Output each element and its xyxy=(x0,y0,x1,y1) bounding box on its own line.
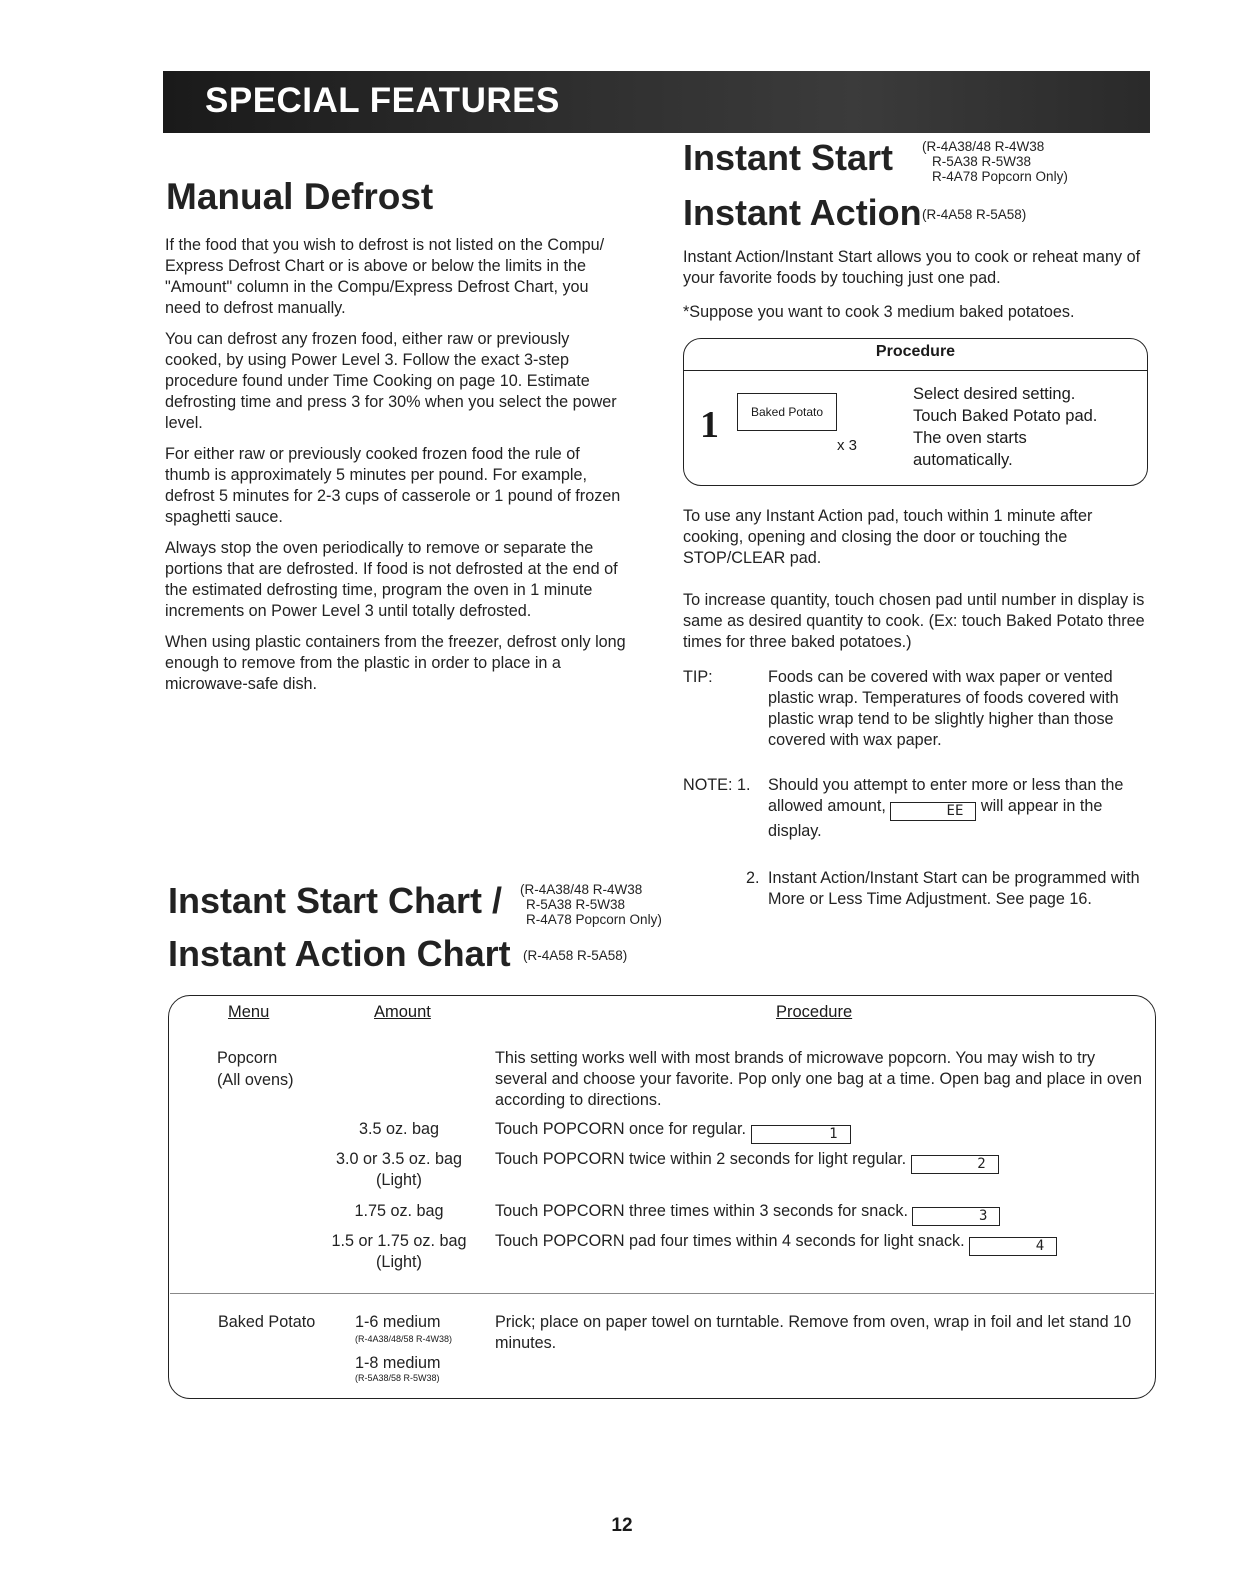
paragraph: Always stop the oven periodically to remove or separate the portions that are defrosted. If food is not defrosted at the end of the estimated defrosting time, program the oven in 1 minute increments on Power Level 3 until totally defrosted. xyxy=(165,539,618,620)
chart-title-action: Instant Action Chart xyxy=(168,933,511,974)
procedure-cell xyxy=(495,1149,999,1174)
multiplier: x 3 xyxy=(837,437,858,454)
note-1-text-after: will appear in the display. xyxy=(768,797,1103,840)
amount-cell-sub: (Light) xyxy=(376,1253,422,1271)
step-line: Touch Baked Potato pad. xyxy=(913,407,1098,425)
note-label: NOTE: 1. xyxy=(683,776,751,794)
note-1 xyxy=(768,775,1150,842)
amount-cell: 3.0 or 3.5 oz. bag xyxy=(336,1150,462,1168)
amount-cell: 1.75 oz. bag xyxy=(354,1202,444,1220)
row-divider xyxy=(170,1293,1154,1294)
tip-text: Foods can be covered with wax paper or vented plastic wrap. Temperatures of foods covered with plastic wrap tend to be slightly higher than those covered with wax paper. xyxy=(768,668,1119,749)
procedure-header: Procedure xyxy=(875,343,956,360)
chart-start-models xyxy=(520,882,662,927)
step-description xyxy=(913,383,1138,471)
instant-start-models xyxy=(922,139,1068,184)
paragraph: When using plastic containers from the freezer, defrost only long enough to remove from the plastic in order to place in a microwave-safe dish. xyxy=(165,633,626,693)
instant-action-models: (R-4A58 R-5A58) xyxy=(922,207,1027,222)
paragraph: If the food that you wish to defrost is not listed on the Compu/ Express Defrost Chart or is above or below the limits in the "Amount" column in the Compu/Express Defrost Chart, you need to defrost manually. xyxy=(165,236,605,317)
step-line: automatically. xyxy=(913,451,1013,469)
procedure-cell xyxy=(495,1201,1000,1226)
procedure-box xyxy=(683,338,1148,486)
model-line: (R-4A38/48 R-4W38 xyxy=(922,139,1045,154)
paragraph: For either raw or previously cooked frozen food the rule of thumb is approximately 5 minutes per pound. For example, defrost 5 minutes for 2-3 cups of casserole or 1 pound of frozen spaghetti sauce. xyxy=(165,445,621,526)
procedure-cell xyxy=(495,1119,851,1144)
menu-popcorn-sub: (All ovens) xyxy=(217,1071,294,1089)
display-readout: 2 xyxy=(911,1155,999,1174)
amount-models: (R-4A38/48/58 R-4W38) xyxy=(355,1334,453,1344)
manual-defrost-title: Manual Defrost xyxy=(166,176,434,217)
amount-cell: 1-8 medium xyxy=(355,1354,441,1372)
banner-title: SPECIAL FEATURES xyxy=(205,81,560,120)
column-header-procedure: Procedure xyxy=(776,1003,853,1021)
procedure-text: Touch POPCORN three times within 3 seconds for snack. xyxy=(495,1202,908,1220)
note-2: Instant Action/Instant Start can be programmed with More or Less Time Adjustment. See page 16. xyxy=(768,869,1140,908)
page-number: 12 xyxy=(611,1515,633,1536)
step-line: Select desired setting. xyxy=(913,385,1076,403)
model-line: R-5A38 R-5W38 xyxy=(932,154,1032,169)
instant-intro: Instant Action/Instant Start allows you to cook or reheat many of your favorite foods by touching just one pad. xyxy=(683,248,1141,287)
procedure-text: Touch POPCORN twice within 2 seconds for light regular. xyxy=(495,1150,907,1168)
model-line: (R-4A38/48 R-4W38 xyxy=(520,882,643,897)
popcorn-intro: This setting works well with most brands of microwave popcorn. You may wish to try several and choose your favorite. Pop only one bag at a time. Open bag and place in oven according to directions. xyxy=(495,1049,1143,1109)
display-ee: EE xyxy=(890,802,976,821)
model-line: R-4A78 Popcorn Only) xyxy=(526,912,662,927)
model-line: R-4A78 Popcorn Only) xyxy=(932,169,1068,184)
instant-start-title: Instant Start xyxy=(683,137,894,178)
manual-defrost-body xyxy=(165,235,627,705)
procedure-cell xyxy=(495,1231,1057,1256)
chart-title-start: Instant Start Chart / xyxy=(168,880,503,921)
column-header-menu: Menu xyxy=(228,1003,270,1021)
paragraph: You can defrost any frozen food, either raw or previously cooked, by using Power Level 3. Follow the exact 3-step procedure found under Time Cooking on page 10. Estimate defrosting time and press 3 for 30% when you select the power level. xyxy=(165,330,617,432)
menu-baked-potato: Baked Potato xyxy=(218,1313,316,1331)
display-readout: 3 xyxy=(912,1207,1000,1226)
tip-label: TIP: xyxy=(683,668,713,686)
instant-suppose: *Suppose you want to cook 3 medium baked potatoes. xyxy=(683,303,1075,321)
chart-action-models: (R-4A58 R-5A58) xyxy=(523,948,628,963)
amount-cell-sub: (Light) xyxy=(376,1171,422,1189)
instant-action-title: Instant Action xyxy=(683,192,922,233)
note-1-text: Should you attempt to enter more or less than the allowed amount, xyxy=(768,776,1124,815)
instant-increase-text: To increase quantity, touch chosen pad until number in display is same as desired quantity to cook. (Ex: touch Baked Potato three times for three baked potatoes.) xyxy=(683,591,1145,651)
model-line: R-5A38 R-5W38 xyxy=(526,897,626,912)
section-banner xyxy=(163,71,1150,133)
instant-use-text: To use any Instant Action pad, touch within 1 minute after cooking, opening and closing the door or touching the STOP/CLEAR pad. xyxy=(683,507,1093,567)
amount-cell: 3.5 oz. bag xyxy=(358,1120,440,1138)
amount-models: (R-5A38/58 R-5W38) xyxy=(355,1373,440,1383)
menu-popcorn: Popcorn xyxy=(217,1049,278,1067)
procedure-text: Touch POPCORN once for regular. xyxy=(495,1120,747,1138)
display-readout: 4 xyxy=(969,1237,1057,1256)
step-line: The oven starts xyxy=(913,429,1027,447)
step-number: 1 xyxy=(700,404,719,446)
amount-cell: 1-6 medium xyxy=(355,1313,441,1331)
procedure-divider xyxy=(684,370,1147,371)
display-readout: 1 xyxy=(751,1125,851,1144)
baked-potato-pad: Baked Potato xyxy=(737,393,837,431)
procedure-text: Touch POPCORN pad four times within 4 seconds for light snack. xyxy=(495,1232,965,1250)
column-header-amount: Amount xyxy=(374,1003,431,1021)
procedure-cell: Prick; place on paper towel on turntable. Remove from oven, wrap in foil and let stand 10 minutes. xyxy=(495,1313,1132,1352)
note-2-number: 2. xyxy=(746,869,760,887)
amount-cell: 1.5 or 1.75 oz. bag xyxy=(331,1232,467,1250)
